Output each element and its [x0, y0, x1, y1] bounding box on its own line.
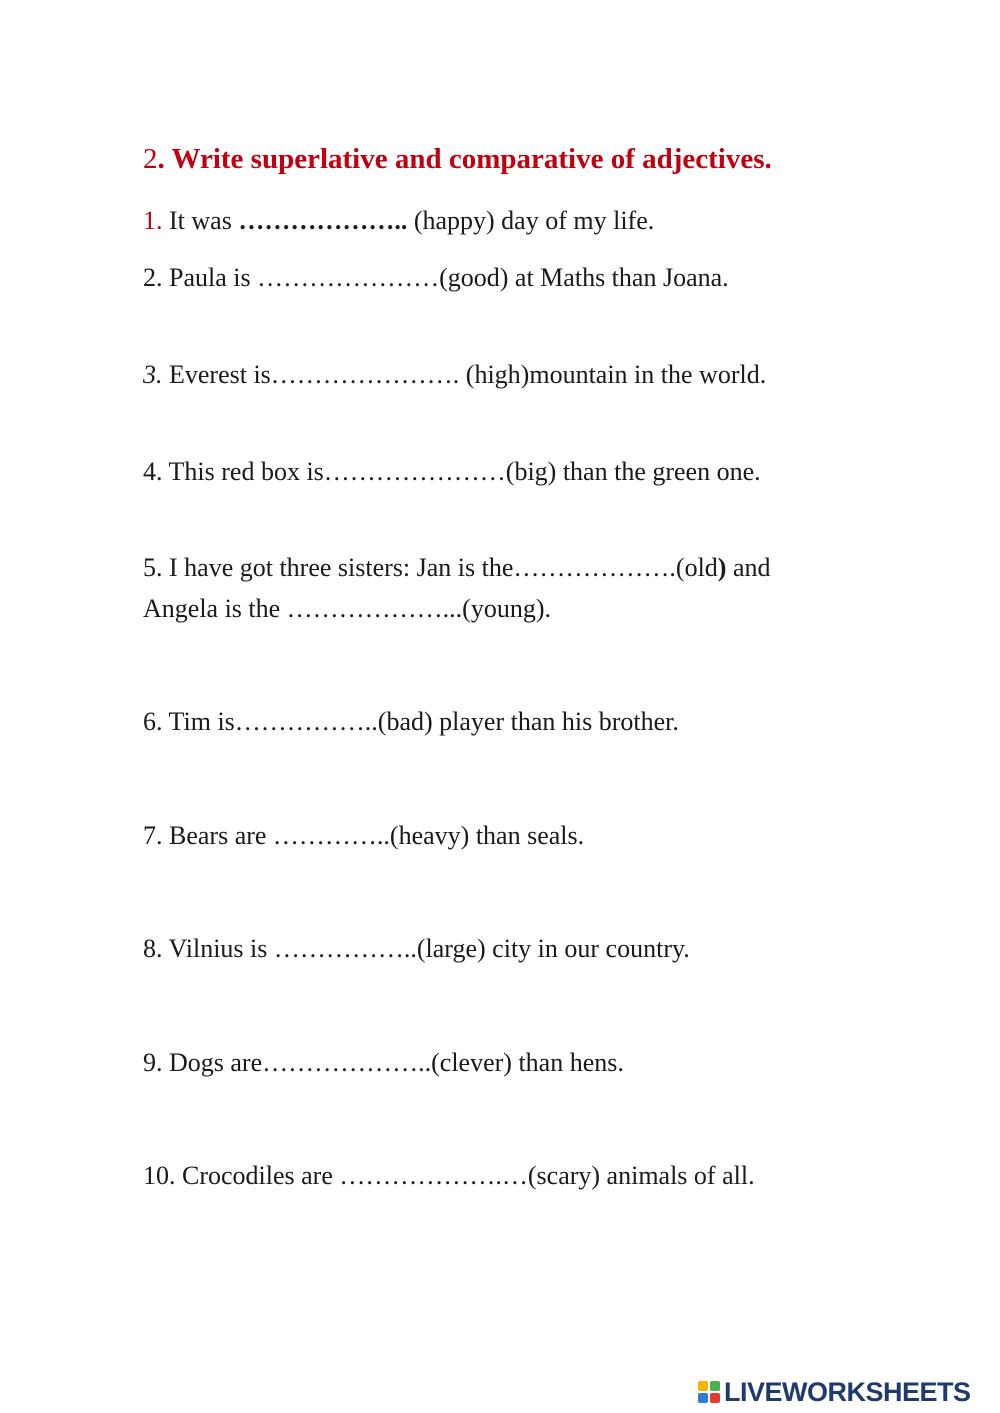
exercise-title [143, 143, 772, 176]
question-5 [143, 547, 771, 629]
question-8: 8. Vilnius is ……………..(large) city in our country. [143, 934, 690, 963]
exercise-number: 2 [143, 143, 158, 175]
question-6: 6. Tim is……………..(bad) player than his brother. [143, 707, 679, 736]
question-5-line-1: 5. I have got three sisters: Jan is the……………….(old) and [143, 553, 771, 582]
liveworksheets-logo-icon [698, 1381, 720, 1403]
question-7: 7. Bears are …………..(heavy) than seals. [143, 821, 585, 850]
question-1: 1. It was ……………….. (happy) day of my life. [143, 206, 655, 235]
question-3: 3. Everest is…………………. (high)mountain in the world. [143, 360, 767, 389]
question-4: 4. This red box is…………………(big) than the green one. [143, 457, 761, 486]
question-5-line-2: Angela is the ………………...(young). [143, 594, 552, 623]
answer-blank[interactable]: ……………….. [238, 206, 414, 235]
question-10: 10. Crocodiles are ……………….…(scary) animals of all. [143, 1161, 755, 1190]
question-number: 1. [143, 206, 163, 235]
question-9: 9. Dogs are………………..(clever) than hens. [143, 1048, 624, 1077]
question-2: 2. Paula is …………………(good) at Maths than Joana. [143, 263, 729, 292]
brand-name: LIVEWORKSHEETS [724, 1376, 971, 1407]
exercise-heading: . Write superlative and comparative of adjectives. [157, 143, 772, 175]
liveworksheets-logo [698, 1377, 971, 1407]
